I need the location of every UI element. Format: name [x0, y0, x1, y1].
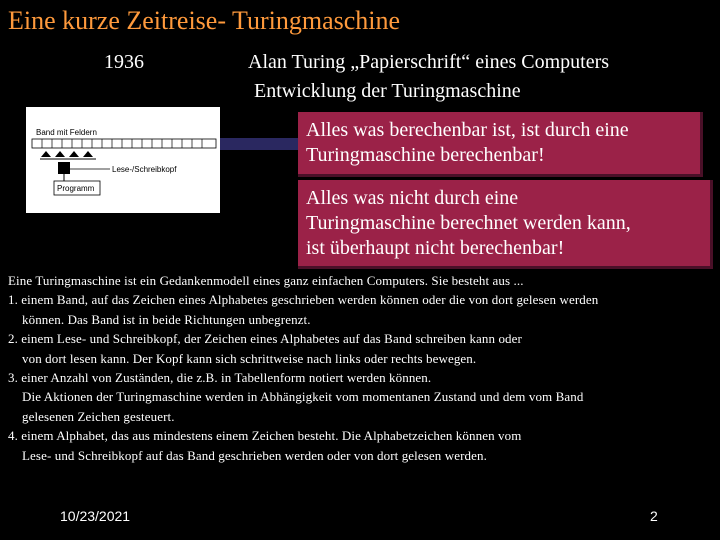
- intro-line: Eine Turingmaschine ist ein Gedankenmodell eines ganz einfachen Computers. Sie besteht aus ...: [8, 273, 524, 288]
- list-item-states-cont: Die Aktionen der Turingmaschine werden in Abhängigkeit vom momentanen Zustand und dem vom Band: [22, 389, 584, 405]
- subtitle-line-2: Entwicklung der Turingmaschine: [254, 80, 521, 102]
- callout-line: Alles was nicht durch eine: [306, 187, 519, 209]
- description-text: [8, 271, 720, 465]
- program-label: Programm: [57, 184, 95, 193]
- slide-title: Eine kurze Zeitreise- Turingmaschine: [8, 6, 401, 35]
- list-item-alphabet: 4. einem Alphabet, das aus mindestens einem Zeichen besteht. Die Alphabetzeichen können vom: [8, 428, 522, 444]
- tape: [32, 139, 216, 148]
- list-item-states-cont2: gelesenen Zeichen gesteuert.: [22, 408, 175, 424]
- page-number: 2: [650, 508, 658, 524]
- callout-text-computable: Alles was berechenbar ist, ist durch eine Turingmaschine berechenbar!: [306, 119, 629, 166]
- list-item-band-cont: können. Das Band ist in beide Richtungen unbegrenzt.: [22, 311, 311, 327]
- turing-machine-diagram: [26, 107, 220, 213]
- list-item-head: 2. einem Lese- und Schreibkopf, der Zeichen eines Alphabetes auf das Band schreiben kann oder: [8, 331, 522, 347]
- list-item-band: 1. einem Band, auf das Zeichen eines Alphabetes geschrieben werden können oder die von dort gelesen werden: [8, 292, 599, 308]
- footer-date: 10/23/2021: [60, 508, 131, 524]
- list-item-head-cont: von dort lesen kann. Der Kopf kann sich schrittweise nach links oder rechts bewegen.: [22, 350, 477, 366]
- list-item-states: 3. einer Anzahl von Zuständen, die z.B. in Tabellenform notiert werden können.: [8, 370, 432, 386]
- list-item-alphabet-cont: Lese- und Schreibkopf auf das Band geschrieben werden oder von dort gelesen werden.: [22, 447, 487, 463]
- band-label: Band mit Feldern: [36, 128, 97, 137]
- diagram-connector-bar: [220, 138, 298, 150]
- callout-text-not-computable: [306, 186, 704, 261]
- callout-box-computable: [298, 112, 703, 177]
- head-label: Lese-/Schreibkopf: [112, 165, 177, 174]
- move-arrows: [41, 151, 93, 157]
- callout-box-not-computable: [298, 180, 713, 269]
- turing-diagram-svg: [26, 107, 220, 213]
- callout-line: ist überhaupt nicht berechenbar!: [306, 237, 565, 259]
- callout-line: Turingmaschine berechnet werden kann,: [306, 212, 631, 234]
- read-write-head-icon: [58, 162, 70, 174]
- subtitle-line-1: Alan Turing „Papierschrift“ eines Computers: [248, 51, 610, 73]
- year-label: 1936: [104, 51, 144, 73]
